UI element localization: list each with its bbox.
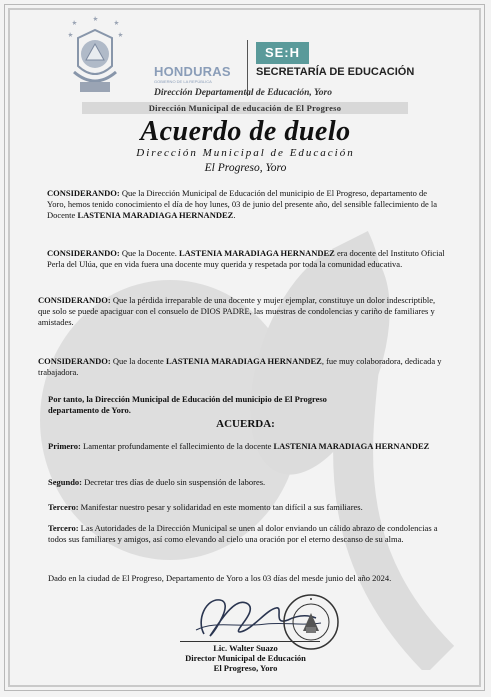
considerando-text: Que la pérdida irreparable de una docente y mujer ejemplar, constituye un dolor indescriptible, que solo se puede apaciguar con el consuelo de DIOS PADRE, las muestras de condolencias y cariño de familiares y amistades. bbox=[38, 295, 436, 327]
signature-line bbox=[180, 641, 320, 642]
document-subtitle: Dirección Municipal de Educación bbox=[136, 147, 355, 159]
considerando-label: CONSIDERANDO: bbox=[38, 295, 111, 305]
articulo-label: Tercero: bbox=[48, 502, 79, 512]
articulo-label: Tercero: bbox=[48, 523, 79, 533]
considerando-label: CONSIDERANDO: bbox=[47, 248, 120, 258]
considerando-text: Que la Dirección Municipal de Educación del municipio de El Progreso, departamento de Yoro, hemos tenido conocimiento el día de hoy lunes, 03 de junio del presente año, del sensible fallecimiento de la Docente bbox=[47, 188, 438, 220]
articulo-label: Segundo: bbox=[48, 477, 83, 487]
signer-name: Lic. Walter Suazo bbox=[213, 643, 278, 653]
document-title: Acuerdo de duelo bbox=[140, 116, 351, 147]
articulo-text: Manifestar nuestro pesar y solidaridad en este momento tan difícil a sus familiares. bbox=[78, 502, 363, 512]
considerando-text: Que la Docente. bbox=[119, 248, 179, 258]
deceased-name: LASTENIA MARADIAGA HERNANDEZ bbox=[273, 441, 430, 451]
considerando-4 bbox=[38, 356, 446, 378]
deceased-name: LASTENIA MARADIAGA HERNANDEZ bbox=[77, 210, 234, 220]
articulo-text: Decretar tres días de duelo sin suspensión de labores. bbox=[82, 477, 266, 487]
department-title: Dirección Departamental de Educación, Yoro bbox=[154, 88, 332, 98]
considerando-label: CONSIDERANDO: bbox=[47, 188, 120, 198]
document-location: El Progreso, Yoro bbox=[204, 162, 287, 174]
se-logo-badge: SE:H bbox=[256, 42, 309, 64]
honduras-logo-subtitle: GOBIERNO DE LA REPÚBLICA bbox=[154, 79, 212, 84]
considerando-label: CONSIDERANDO: bbox=[38, 356, 111, 366]
document-header bbox=[14, 12, 479, 112]
signer-place: El Progreso, Yoro bbox=[213, 663, 278, 673]
considerando-text-end: era docente del Instituto Oficial Perla del Ulúa, que en vida fuera una docente muy querida y respetada por toda la comunidad educativa. bbox=[47, 248, 445, 269]
deceased-name: LASTENIA MARADIAGA HERNANDEZ bbox=[165, 356, 322, 366]
articulo-primero bbox=[48, 441, 448, 452]
considerando-text-end: . bbox=[233, 210, 236, 220]
deceased-name: LASTENIA MARADIAGA HERNANDEZ bbox=[178, 248, 335, 258]
considerando-3 bbox=[38, 295, 446, 328]
considerando-text: Que la docente bbox=[110, 356, 166, 366]
articulo-tercero-2 bbox=[48, 523, 450, 545]
acuerda-heading: ACUERDA: bbox=[216, 418, 275, 430]
considerando-1 bbox=[47, 188, 447, 221]
honduras-logo: HONDURAS bbox=[154, 64, 231, 79]
considerando-text-end: , fue muy colaboradora, dedicada y trabajadora. bbox=[38, 356, 442, 377]
articulo-tercero bbox=[48, 502, 458, 513]
articulo-text: Las Autoridades de la Dirección Municipal se unen al dolor enviando un cálido abrazo de condolencias a todos sus familiares y amigos, así como elevando al cielo una oración por el eterno descanso de su alma. bbox=[48, 523, 438, 544]
signer-role: Director Municipal de Educación bbox=[185, 653, 306, 663]
municipal-bar: Dirección Municipal de educación de El Progreso bbox=[82, 102, 408, 114]
coat-of-arms-icon bbox=[64, 16, 126, 98]
ministry-title: SECRETARÍA DE EDUCACIÓN bbox=[256, 66, 415, 78]
fecha-dado: Dado en la ciudad de El Progreso, Departamento de Yoro a los 03 días del mesde junio del año 2024. bbox=[48, 573, 392, 583]
considerando-2 bbox=[47, 248, 447, 270]
articulo-text: Lamentar profundamente el fallecimiento de la docente bbox=[80, 441, 274, 451]
articulo-segundo bbox=[48, 477, 448, 488]
articulo-label: Primero: bbox=[48, 441, 81, 451]
por-tanto: Por tanto, la Dirección Municipal de Educación del municipio de El Progreso departamento de Yoro. bbox=[48, 394, 327, 415]
